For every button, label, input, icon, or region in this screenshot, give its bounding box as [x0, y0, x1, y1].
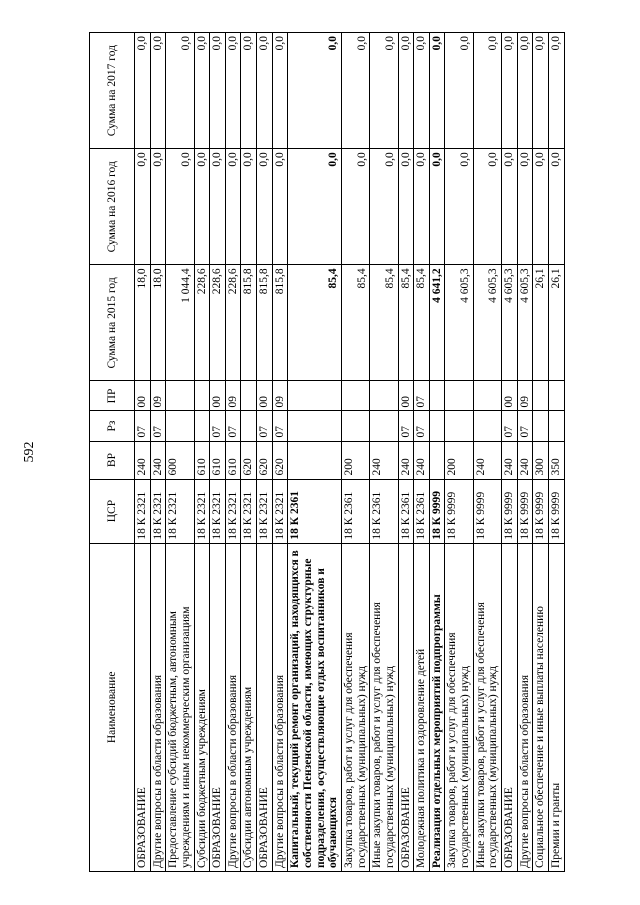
cell-sum-2016: 0,0 — [548, 149, 564, 265]
cell-csr: 18 К 9999 — [429, 479, 445, 543]
cell-vr: 200 — [445, 441, 473, 479]
table-row — [272, 33, 288, 872]
cell-pr: 09 — [150, 381, 166, 411]
cell-csr: 18 К 2361 — [341, 479, 369, 543]
cell-rz — [370, 411, 398, 441]
cell-sum-2015: 18,0 — [150, 265, 166, 381]
cell-csr: 18 К 9999 — [473, 479, 501, 543]
cell-vr: 240 — [502, 441, 518, 479]
cell-name: Другие вопросы в области образования — [150, 543, 166, 871]
table-row — [257, 33, 273, 872]
cell-sum-2016: 0,0 — [194, 149, 210, 265]
cell-pr — [288, 381, 342, 411]
cell-rz — [548, 411, 564, 441]
cell-name: ОБРАЗОВАНИЕ — [502, 543, 518, 871]
cell-sum-2015: 4 605,3 — [517, 265, 533, 381]
cell-sum-2016: 0,0 — [241, 149, 257, 265]
table-row — [473, 33, 501, 872]
cell-sum-2015: 85,4 — [414, 265, 430, 381]
cell-sum-2017: 0,0 — [341, 33, 369, 149]
table-row — [548, 33, 564, 872]
table-row — [429, 33, 445, 872]
cell-csr: 18 К 2321 — [241, 479, 257, 543]
cell-pr: 00 — [135, 381, 151, 411]
cell-rz: 07 — [150, 411, 166, 441]
cell-rz — [341, 411, 369, 441]
cell-pr: 09 — [272, 381, 288, 411]
cell-sum-2017: 0,0 — [210, 33, 226, 149]
cell-sum-2017: 0,0 — [150, 33, 166, 149]
cell-vr: 610 — [210, 441, 226, 479]
cell-vr: 200 — [341, 441, 369, 479]
cell-csr: 18 К 2361 — [414, 479, 430, 543]
cell-sum-2017: 0,0 — [241, 33, 257, 149]
cell-rz: 07 — [257, 411, 273, 441]
cell-sum-2017: 0,0 — [398, 33, 414, 149]
table-body — [135, 33, 565, 872]
cell-sum-2017: 0,0 — [502, 33, 518, 149]
cell-sum-2017: 0,0 — [533, 33, 549, 149]
cell-pr: 09 — [225, 381, 241, 411]
header-name: Наименование — [90, 543, 135, 871]
table-row — [194, 33, 210, 872]
cell-csr: 18 К 2361 — [398, 479, 414, 543]
cell-csr: 18 К 2321 — [272, 479, 288, 543]
cell-sum-2015: 85,4 — [341, 265, 369, 381]
cell-vr: 240 — [414, 441, 430, 479]
cell-name: ОБРАЗОВАНИЕ — [257, 543, 273, 871]
table-row — [288, 33, 342, 872]
cell-sum-2016: 0,0 — [150, 149, 166, 265]
cell-rz: 07 — [272, 411, 288, 441]
cell-rz — [473, 411, 501, 441]
cell-name: Капитальный, текущий ремонт организаций, находящихся в собственности Пензенской области, имеющих структурные подразделения, осуществляющие отдых воспитанников и обучающихся — [288, 543, 342, 871]
cell-sum-2015: 228,6 — [210, 265, 226, 381]
cell-sum-2015: 815,8 — [257, 265, 273, 381]
cell-sum-2015: 85,4 — [398, 265, 414, 381]
cell-sum-2015: 1 044,4 — [166, 265, 194, 381]
table-row — [370, 33, 398, 872]
cell-sum-2016: 0,0 — [272, 149, 288, 265]
cell-sum-2017: 0,0 — [135, 33, 151, 149]
cell-name: Реализация отдельных мероприятий подпрограммы — [429, 543, 445, 871]
cell-sum-2016: 0,0 — [502, 149, 518, 265]
cell-rz: 07 — [517, 411, 533, 441]
cell-sum-2017: 0,0 — [414, 33, 430, 149]
cell-rz — [241, 411, 257, 441]
table-row — [414, 33, 430, 872]
cell-sum-2015: 815,8 — [241, 265, 257, 381]
cell-name: Закупка товаров, работ и услуг для обеспечения государственных (муниципальных) нужд — [341, 543, 369, 871]
cell-csr: 18 К 2321 — [210, 479, 226, 543]
header-rz: Рз — [90, 411, 135, 441]
cell-sum-2017: 0,0 — [445, 33, 473, 149]
cell-sum-2017: 0,0 — [429, 33, 445, 149]
header-vr: ВР — [90, 441, 135, 479]
cell-sum-2015: 815,8 — [272, 265, 288, 381]
cell-csr: 18 К 2321 — [225, 479, 241, 543]
cell-pr: 07 — [414, 381, 430, 411]
header-sum-2016: Сумма на 2016 год — [90, 149, 135, 265]
cell-sum-2016: 0,0 — [288, 149, 342, 265]
cell-name: Другие вопросы в области образования — [225, 543, 241, 871]
cell-name: Иные закупки товаров, работ и услуг для обеспечения государственных (муниципальных) нужд — [473, 543, 501, 871]
cell-rz: 07 — [414, 411, 430, 441]
cell-sum-2016: 0,0 — [166, 149, 194, 265]
cell-sum-2015: 4 605,3 — [473, 265, 501, 381]
header-sum-2017: Сумма на 2017 год — [90, 33, 135, 149]
cell-sum-2017: 0,0 — [225, 33, 241, 149]
cell-sum-2015: 4 641,2 — [429, 265, 445, 381]
cell-vr: 240 — [370, 441, 398, 479]
cell-sum-2015: 228,6 — [194, 265, 210, 381]
cell-name: Социальное обеспечение и иные выплаты населению — [533, 543, 549, 871]
cell-rz: 07 — [225, 411, 241, 441]
table-row — [445, 33, 473, 872]
cell-vr: 610 — [225, 441, 241, 479]
cell-sum-2017: 0,0 — [272, 33, 288, 149]
cell-rz: 07 — [502, 411, 518, 441]
cell-sum-2016: 0,0 — [429, 149, 445, 265]
cell-name: Иные закупки товаров, работ и услуг для обеспечения государственных (муниципальных) нужд — [370, 543, 398, 871]
cell-pr — [194, 381, 210, 411]
cell-sum-2017: 0,0 — [194, 33, 210, 149]
page-number: 592 — [22, 441, 37, 463]
budget-table — [89, 32, 565, 872]
cell-name: Премии и гранты — [548, 543, 564, 871]
cell-name: Субсидии автономным учреждениям — [241, 543, 257, 871]
cell-name: Молодежная политика и оздоровление детей — [414, 543, 430, 871]
cell-sum-2017: 0,0 — [257, 33, 273, 149]
cell-csr: 18 К 2321 — [194, 479, 210, 543]
cell-sum-2017: 0,0 — [288, 33, 342, 149]
cell-sum-2017: 0,0 — [473, 33, 501, 149]
cell-sum-2015: 4 605,3 — [445, 265, 473, 381]
cell-sum-2015: 85,4 — [288, 265, 342, 381]
cell-vr: 620 — [241, 441, 257, 479]
cell-csr: 18 К 9999 — [548, 479, 564, 543]
cell-sum-2016: 0,0 — [533, 149, 549, 265]
cell-sum-2016: 0,0 — [414, 149, 430, 265]
cell-sum-2016: 0,0 — [445, 149, 473, 265]
cell-sum-2015: 26,1 — [533, 265, 549, 381]
header-csr: ЦСР — [90, 479, 135, 543]
table-row — [341, 33, 369, 872]
table-header-row — [90, 33, 135, 872]
cell-sum-2015: 26,1 — [548, 265, 564, 381]
cell-name: Предоставление субсидий бюджетным, автономным учреждениям и иным некоммерческим организациям — [166, 543, 194, 871]
cell-sum-2015: 228,6 — [225, 265, 241, 381]
cell-pr — [166, 381, 194, 411]
table-row — [533, 33, 549, 872]
table-row — [210, 33, 226, 872]
table-row — [502, 33, 518, 872]
cell-pr — [533, 381, 549, 411]
header-sum-2015: Сумма на 2015 год — [90, 265, 135, 381]
cell-rz — [288, 411, 342, 441]
cell-sum-2015: 18,0 — [135, 265, 151, 381]
rotated-page-content — [89, 32, 562, 872]
cell-pr — [429, 381, 445, 411]
cell-rz — [445, 411, 473, 441]
cell-vr: 240 — [135, 441, 151, 479]
table-row — [398, 33, 414, 872]
cell-vr: 610 — [194, 441, 210, 479]
cell-rz — [166, 411, 194, 441]
cell-vr: 240 — [398, 441, 414, 479]
table-row — [166, 33, 194, 872]
cell-sum-2017: 0,0 — [548, 33, 564, 149]
cell-rz: 07 — [210, 411, 226, 441]
cell-pr — [241, 381, 257, 411]
cell-sum-2016: 0,0 — [517, 149, 533, 265]
cell-vr — [429, 441, 445, 479]
cell-sum-2017: 0,0 — [166, 33, 194, 149]
cell-name: ОБРАЗОВАНИЕ — [210, 543, 226, 871]
cell-sum-2016: 0,0 — [257, 149, 273, 265]
cell-csr: 18 К 2321 — [150, 479, 166, 543]
cell-csr: 18 К 9999 — [533, 479, 549, 543]
table-row — [241, 33, 257, 872]
cell-name: ОБРАЗОВАНИЕ — [398, 543, 414, 871]
cell-sum-2016: 0,0 — [398, 149, 414, 265]
cell-sum-2016: 0,0 — [473, 149, 501, 265]
cell-csr: 18 К 9999 — [502, 479, 518, 543]
cell-csr: 18 К 2321 — [257, 479, 273, 543]
cell-vr: 240 — [473, 441, 501, 479]
table-row — [135, 33, 151, 872]
cell-pr: 00 — [398, 381, 414, 411]
cell-rz: 07 — [135, 411, 151, 441]
cell-csr: 18 К 2321 — [166, 479, 194, 543]
cell-pr: 00 — [502, 381, 518, 411]
cell-vr: 620 — [257, 441, 273, 479]
cell-pr — [370, 381, 398, 411]
table-row — [225, 33, 241, 872]
cell-sum-2016: 0,0 — [135, 149, 151, 265]
cell-name: Другие вопросы в области образования — [517, 543, 533, 871]
cell-name: Субсидии бюджетным учреждениям — [194, 543, 210, 871]
cell-csr: 18 К 2361 — [288, 479, 342, 543]
cell-pr — [445, 381, 473, 411]
cell-sum-2016: 0,0 — [370, 149, 398, 265]
cell-name: ОБРАЗОВАНИЕ — [135, 543, 151, 871]
cell-sum-2017: 0,0 — [370, 33, 398, 149]
cell-pr: 00 — [257, 381, 273, 411]
cell-pr: 00 — [210, 381, 226, 411]
cell-pr: 09 — [517, 381, 533, 411]
cell-sum-2016: 0,0 — [225, 149, 241, 265]
cell-sum-2015: 4 605,3 — [502, 265, 518, 381]
cell-pr — [473, 381, 501, 411]
cell-csr: 18 К 9999 — [445, 479, 473, 543]
header-pr: ПР — [90, 381, 135, 411]
cell-vr: 620 — [272, 441, 288, 479]
table-row — [150, 33, 166, 872]
cell-rz — [194, 411, 210, 441]
table-row — [517, 33, 533, 872]
cell-name: Закупка товаров, работ и услуг для обеспечения государственных (муниципальных) нужд — [445, 543, 473, 871]
cell-sum-2016: 0,0 — [341, 149, 369, 265]
cell-pr — [548, 381, 564, 411]
cell-vr: 300 — [533, 441, 549, 479]
cell-rz: 07 — [398, 411, 414, 441]
cell-rz — [429, 411, 445, 441]
cell-sum-2015: 85,4 — [370, 265, 398, 381]
cell-csr: 18 К 2361 — [370, 479, 398, 543]
cell-rz — [533, 411, 549, 441]
cell-vr: 240 — [517, 441, 533, 479]
cell-pr — [341, 381, 369, 411]
cell-vr: 240 — [150, 441, 166, 479]
cell-sum-2016: 0,0 — [210, 149, 226, 265]
cell-csr: 18 К 2321 — [135, 479, 151, 543]
cell-name: Другие вопросы в области образования — [272, 543, 288, 871]
cell-vr: 350 — [548, 441, 564, 479]
cell-sum-2017: 0,0 — [517, 33, 533, 149]
cell-csr: 18 К 9999 — [517, 479, 533, 543]
cell-vr — [288, 441, 342, 479]
cell-vr: 600 — [166, 441, 194, 479]
